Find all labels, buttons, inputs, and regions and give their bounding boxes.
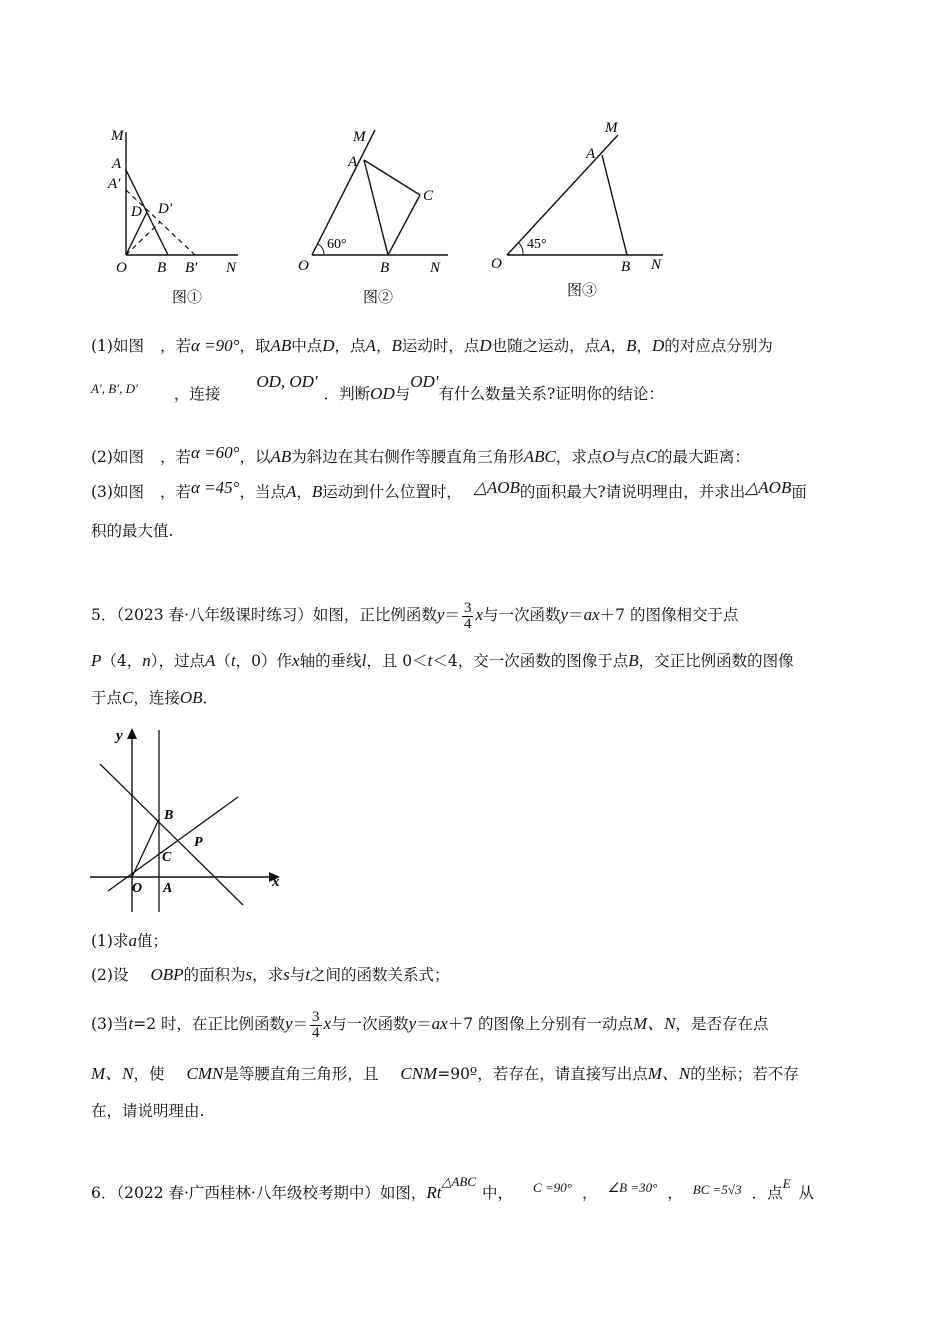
- label-C: C: [162, 850, 172, 865]
- label-C: C: [423, 188, 434, 204]
- angle-arc: [519, 243, 523, 255]
- label-M: M: [111, 128, 124, 144]
- caption: 图②: [363, 290, 394, 306]
- q4-part3-line2: 积的最大值.: [91, 522, 174, 540]
- label-A: A: [348, 154, 358, 170]
- label-Dp: D′: [158, 201, 173, 217]
- segment-ob: [132, 819, 159, 877]
- q4-part1-line2: $^{A', B', D'}$ ，连接OD, OD′．判断OD与OD′有什么数量关系?证明你的结论：: [91, 372, 664, 403]
- label-B: B: [380, 260, 390, 276]
- label-x: x: [272, 874, 280, 890]
- q4-part3-line1: (3)如图 ，若α =45°，当点A，B运动到什么位置时， △AOB的面积最大?请说明理由，并求出△AOB面: [91, 478, 807, 501]
- fraction-3-4: $\frac{3}{4}$: [463, 599, 472, 632]
- q5-stem-line1: 5．（2023 春·八年级课时练习）如图，正比例函数y＝ $\frac{3}{4}$ x与一次函数y＝ax＋7 的图像相交于点: [91, 599, 739, 632]
- q5-sub3-line3: 在，请说明理由.: [91, 1102, 205, 1120]
- label-M: M: [605, 120, 618, 136]
- label-N: N: [430, 260, 441, 276]
- q4-part1-line1: (1)如图 ，若α =90°，取AB中点D，点A，B运动时，点D也随之运动，点A，B，D的对应点分别为: [91, 336, 773, 355]
- q6-stem: 6．（2022 春·广西桂林·八年级校考期中）如图，$Rt^{\triangle ABC}$中， $^{C =90^\circ}$ ， $^{\angle B =30^\circ}$ ， $^{BC =5√3}$ ．点$^E$从: [91, 1174, 815, 1202]
- label-N: N: [651, 257, 662, 273]
- q4-part2: (2)如图 ，若α =60°，以AB为斜边在其右侧作等腰直角三角形ABC，求点O与点C的最大距离：: [91, 443, 751, 466]
- label-O: O: [132, 881, 143, 896]
- label-B: B: [157, 260, 167, 276]
- q5-stem-line3: 于点C，连接OB．: [91, 688, 219, 707]
- label-angle: 45°: [527, 237, 547, 252]
- segment-ab: [602, 155, 627, 255]
- label-B: B: [164, 808, 174, 823]
- figure-2: [290, 120, 460, 310]
- segment-odp: [126, 222, 160, 255]
- q5-sub3-line1: (3)当t=2 时，在正比例函数y＝ $\frac{3}{4}$ x与一次函数y＝ax＋7 的图像上分别有一动点M、N，是否存在点: [91, 1008, 769, 1041]
- label-A: A: [112, 156, 122, 172]
- caption: 图③: [567, 283, 598, 299]
- label-A: A: [586, 146, 596, 162]
- q5-sub3-line2: M、N，使 CMN是等腰直角三角形，且 CNM=90º，若存在，请直接写出点M、N的坐标；若不存: [91, 1064, 799, 1083]
- segment-bc: [388, 195, 420, 255]
- segment-ab: [364, 160, 388, 255]
- label-O: O: [491, 256, 502, 272]
- segment-ac: [364, 160, 420, 195]
- segment-apbp: [126, 190, 195, 255]
- label-A: A: [163, 881, 173, 896]
- angle-arc: [318, 244, 324, 255]
- label-N: N: [226, 260, 237, 276]
- label-O: O: [116, 260, 127, 276]
- label-angle: 60°: [327, 237, 347, 252]
- ray-om: [507, 135, 618, 255]
- label-O: O: [298, 258, 309, 274]
- label-M: M: [353, 129, 366, 145]
- q5-sub2: (2)设 OBP的面积为s，求s与t之间的函数关系式；: [91, 965, 450, 984]
- label-P: P: [194, 835, 203, 850]
- figure-1: [100, 120, 260, 310]
- label-y: y: [116, 728, 123, 744]
- label-Bp: B′: [185, 260, 198, 276]
- caption: 图①: [172, 290, 203, 306]
- q5-stem-line2: P（4，n），过点A（t，0）作x轴的垂线l，且 0＜t＜4，交一次函数的图像于点B，交正比例函数的图像: [91, 651, 794, 670]
- q5-graph: [88, 722, 288, 917]
- y-axis-arrow: [127, 728, 137, 739]
- label-B: B: [621, 259, 631, 275]
- label-D: D: [131, 204, 142, 220]
- label-Ap: A′: [108, 176, 121, 192]
- fraction-3-4: $\frac{3}{4}$: [312, 1008, 320, 1041]
- figure-3: [485, 115, 685, 305]
- q5-sub1: (1)求a值；: [91, 931, 168, 950]
